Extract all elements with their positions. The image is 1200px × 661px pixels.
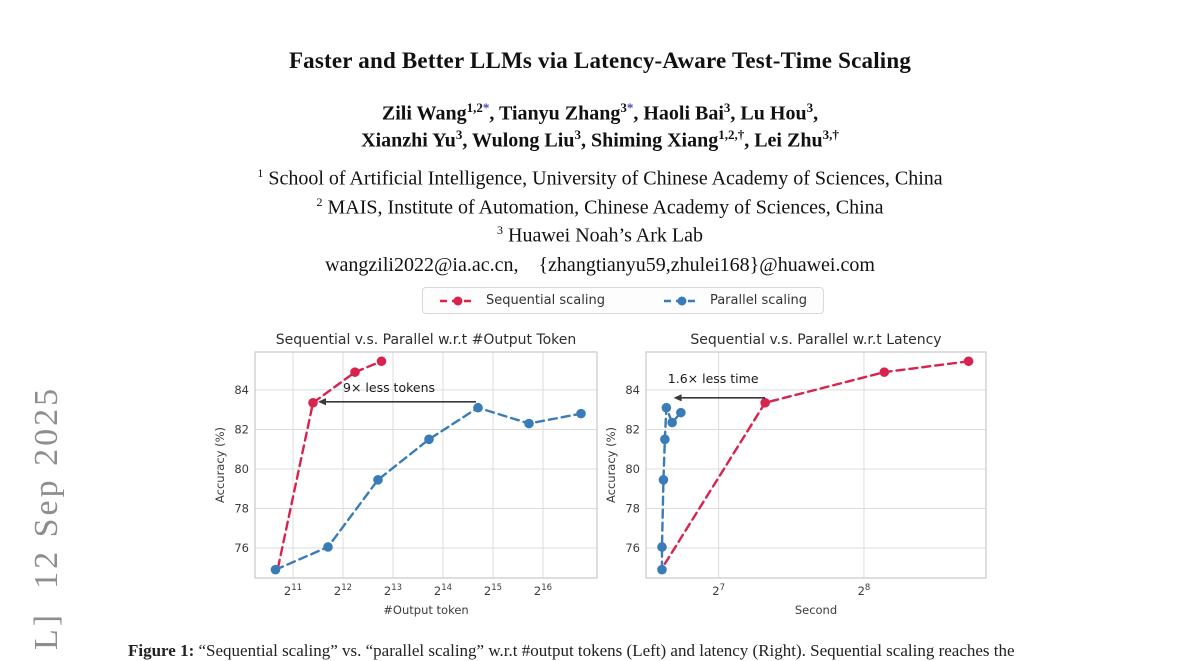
data-point (524, 419, 534, 429)
legend-label: Sequential scaling (485, 293, 605, 308)
affiliation-superscript: 2 (316, 195, 323, 209)
author-name: Xianzhi Yu (361, 129, 456, 152)
authors-line-1: Zili Wang$^{1,2*}$, Tianyu Zhang$^{3*}$, Haoli Bai$^3$, Lu Hou$^3$, (381, 100, 819, 125)
annotation-text: 1.6× less time (667, 371, 759, 387)
author-superscript: 3 (574, 127, 581, 142)
data-point (308, 398, 318, 408)
y-tick-label: 84 (625, 382, 640, 397)
author-name: Zili Wang (381, 102, 467, 125)
figure-caption-label: Figure 1: (128, 641, 195, 660)
x-tick-label: $2^{15}$ (483, 583, 503, 598)
data-point (424, 435, 434, 445)
data-point (760, 398, 770, 408)
author-name: Lu Hou (740, 102, 807, 125)
y-tick-label: 82 (234, 422, 249, 437)
data-point (271, 565, 281, 575)
data-point (660, 435, 670, 445)
author-superscript: 3 (806, 100, 814, 115)
legend-marker-icon (663, 295, 701, 307)
data-point (667, 418, 677, 428)
affiliation-2: $^2$ MAIS, Institute of Automation, Chinese Academy of Sciences, China (316, 195, 884, 219)
data-point (373, 475, 383, 485)
legend-entry (439, 293, 605, 308)
author-emails: wangzili2022@ia.ac.cn, {zhangtianyu59,zhulei168}@huawei.com (325, 254, 875, 276)
authors-line-2: Xianzhi Yu$^3$, Wulong Liu$^3$, Shiming Xiang$^{1,2,\dagger}$, Lei Zhu$^{3,\dagger}$ (361, 127, 839, 152)
affiliation-superscript: 3 (497, 223, 504, 237)
data-point (473, 403, 483, 413)
author-superscript: 3* (620, 100, 634, 115)
x-tick-label: $2^7$ (712, 583, 726, 598)
author-superscript: 3,† (822, 127, 839, 142)
chart-title: Sequential v.s. Parallel w.r.t Latency (690, 332, 942, 348)
data-point (964, 356, 974, 366)
affiliation-3: $^3$ Huawei Noah’s Ark Lab (497, 223, 703, 247)
chart-title: Sequential v.s. Parallel w.r.t #Output Token (275, 332, 577, 348)
figure-caption-text: “Sequential scaling” vs. “parallel scaling” w.r.t #output tokens (Left) and latency (Right). Sequential scaling reaches the (194, 641, 1015, 660)
chart-latency (602, 330, 1012, 620)
data-point (662, 403, 672, 413)
y-tick-label: 76 (234, 540, 249, 555)
y-tick-label: 84 (234, 382, 249, 397)
author-asterisk: * (482, 100, 490, 115)
chart-legend (422, 287, 824, 314)
y-tick-label: 78 (234, 501, 249, 516)
x-tick-label: $2^{11}$ (283, 583, 303, 598)
affiliation-superscript: 1 (257, 166, 264, 180)
y-tick-label: 82 (625, 422, 640, 437)
author-superscript: 1,2* (466, 100, 490, 115)
data-point (377, 356, 387, 366)
x-tick-label: $2^{12}$ (333, 583, 353, 598)
author-asterisk: * (626, 100, 634, 115)
data-point (676, 408, 686, 418)
data-point (657, 542, 667, 552)
x-tick-label: $2^{14}$ (433, 583, 453, 598)
data-point (879, 367, 889, 377)
y-axis-label: Accuracy (%) (604, 426, 618, 504)
x-axis-label: Second (794, 603, 838, 617)
y-tick-label: 76 (625, 540, 640, 555)
y-tick-label: 80 (234, 461, 249, 476)
author-name: Haoli Bai (643, 102, 724, 125)
author-name: Wulong Liu (471, 129, 575, 152)
author-superscript: 3 (723, 100, 731, 115)
data-point (350, 367, 360, 377)
x-tick-label: $2^8$ (857, 583, 871, 598)
author-name: Tianyu Zhang (498, 102, 621, 125)
arxiv-watermark: L] 12 Sep 2025 (28, 385, 65, 650)
y-axis-label: Accuracy (%) (213, 426, 227, 504)
author-name: Lei Zhu (754, 129, 823, 152)
affiliation-1: $^1$ School of Artificial Intelligence, University of Chinese Academy of Sciences, China (257, 166, 943, 190)
chart-output-token (212, 330, 622, 620)
author-superscript: 1,2,† (718, 127, 745, 142)
legend-entry (663, 293, 807, 308)
paper-title: Faster and Better LLMs via Latency-Aware Test-Time Scaling (288, 48, 912, 73)
data-point (657, 565, 667, 575)
y-tick-label: 80 (625, 461, 640, 476)
data-point (323, 542, 333, 552)
data-point (659, 475, 669, 485)
author-name: Shiming Xiang (590, 129, 719, 152)
legend-marker-icon (439, 295, 477, 307)
x-tick-label: $2^{16}$ (533, 583, 553, 598)
author-superscript: 3 (455, 127, 463, 142)
x-tick-label: $2^{13}$ (383, 583, 403, 598)
y-tick-label: 78 (625, 501, 640, 516)
annotation-text: 9× less tokens (343, 379, 436, 395)
legend-label: Parallel scaling (709, 293, 808, 308)
x-axis-label: #Output token (383, 603, 469, 617)
figure-caption (128, 641, 1128, 661)
data-point (576, 409, 586, 419)
